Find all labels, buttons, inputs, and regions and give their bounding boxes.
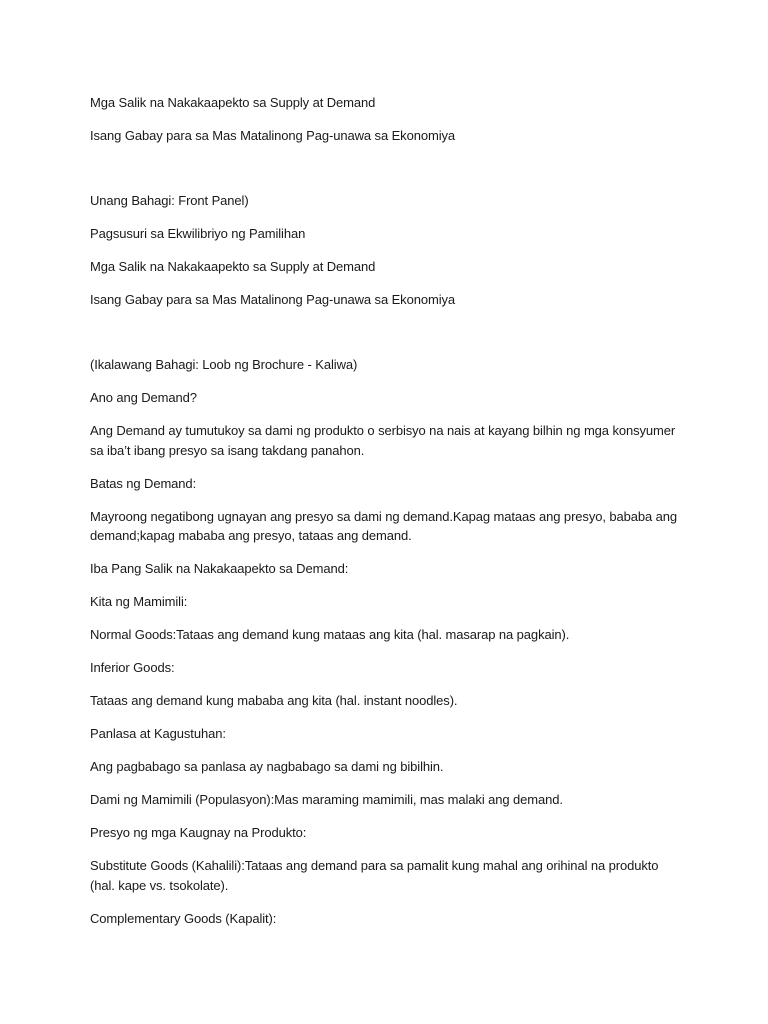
law-of-demand-text: Mayroong negatibong ugnayan ang presyo sa dami ng demand.Kapag mataas ang presyo, bababa ang demand;kapag mababa ang presyo, tataas ang demand. xyxy=(90,508,678,543)
population-text: Dami ng Mamimili (Populasyon):Mas maraming mamimili, mas malaki ang demand. xyxy=(90,792,563,807)
law-of-demand-heading: Batas ng Demand: xyxy=(90,475,197,491)
substitute-goods-text: Substitute Goods (Kahalili):Tataas ang demand para sa pamalit kung mahal ang orihinal na produkto (hal. kape vs. tsokolate). xyxy=(90,858,659,893)
front-panel-heading: Mga Salik na Nakakaapekto sa Supply at Demand xyxy=(90,259,376,274)
front-panel-subheading: Isang Gabay para sa Mas Matalinong Pag-unawa sa Ekonomiya xyxy=(90,292,456,307)
other-factors-heading: Iba Pang Salik na Nakakaapekto sa Demand: xyxy=(90,561,349,576)
section-heading-inside-left: (Ikalawang Bahagi: Loob ng Brochure - Kaliwa) xyxy=(90,357,358,372)
doc-title: Mga Salik na Nakakaapekto sa Supply at Demand xyxy=(90,95,376,110)
doc-subtitle: Isang Gabay para sa Mas Matalinong Pag-unawa sa Ekonomiya xyxy=(90,128,456,143)
blank-line xyxy=(90,323,680,355)
demand-definition: Ang Demand ay tumutukoy sa dami ng produkto o serbisyo na nais at kayang bilhin ng mga konsyumer sa iba’t ibang presyo sa isang takdang panahon. xyxy=(90,423,676,458)
question-demand: Ano ang Demand? xyxy=(90,390,197,405)
inferior-goods-text: Tataas ang demand kung mababa ang kita (hal. instant noodles). xyxy=(90,693,458,708)
normal-goods-text: Normal Goods:Tataas ang demand kung mataas ang kita (hal. masarap na pagkain). xyxy=(90,627,570,642)
income-heading: Kita ng Mamimili: xyxy=(90,594,188,609)
blank-line xyxy=(90,159,680,191)
document-page xyxy=(90,93,680,942)
complementary-goods-heading: Complementary Goods (Kapalit): xyxy=(90,910,277,926)
taste-heading: Panlasa at Kagustuhan: xyxy=(90,726,226,741)
inferior-goods-heading: Inferior Goods: xyxy=(90,660,175,675)
front-panel-title: Pagsusuri sa Ekwilibriyo ng Pamilihan xyxy=(90,226,306,241)
related-goods-heading: Presyo ng mga Kaugnay na Produkto: xyxy=(90,825,307,840)
taste-text: Ang pagbabago sa panlasa ay nagbabago sa dami ng bibilhin. xyxy=(90,759,444,774)
section-heading-front-panel: Unang Bahagi: Front Panel) xyxy=(90,193,249,208)
